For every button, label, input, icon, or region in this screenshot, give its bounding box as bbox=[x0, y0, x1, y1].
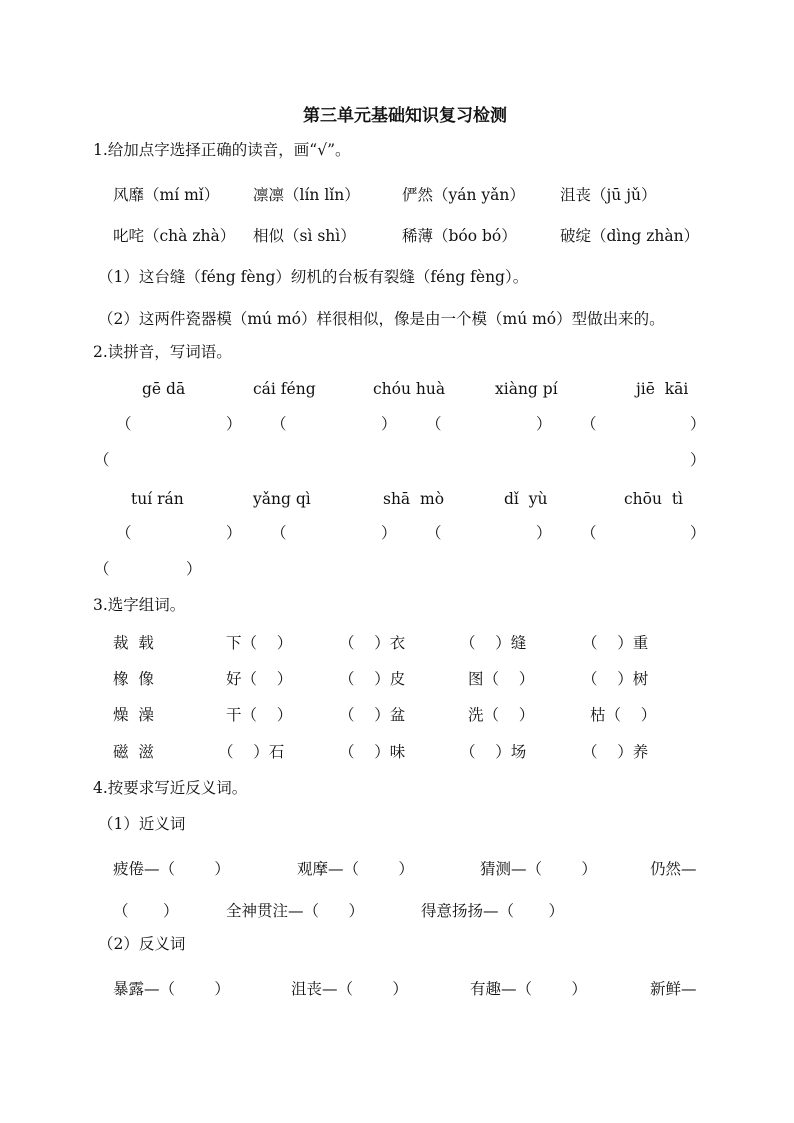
answer-close-paren: ） bbox=[690, 451, 706, 469]
answer-close-paren: ） bbox=[690, 415, 706, 433]
q1-item: 沮丧（jū jǔ） bbox=[560, 186, 657, 204]
word-blank: （ ）缝 bbox=[460, 634, 527, 652]
antonym-item: 暴露—（ ） bbox=[113, 980, 230, 998]
page-title: 第三单元基础知识复习检测 bbox=[303, 106, 507, 126]
word-blank: （ ）味 bbox=[339, 743, 406, 761]
pinyin-label: jiē kāi bbox=[636, 380, 689, 398]
q1-item: 稀薄（bóo bó） bbox=[402, 227, 517, 245]
answer-close-paren: ） bbox=[226, 415, 242, 433]
pinyin-label: yǎng qì bbox=[253, 490, 311, 508]
q1-item: 叱咤（chà zhà） bbox=[113, 227, 236, 245]
answer-open-paren: （ bbox=[271, 415, 287, 433]
word-blank: （ ）重 bbox=[582, 634, 649, 652]
q2-heading: 2.读拼音，写词语。 bbox=[93, 343, 232, 361]
q1-item: 破绽（dìng zhàn） bbox=[560, 227, 700, 245]
synonym-item: 疲倦—（ ） bbox=[113, 860, 230, 878]
answer-open-paren: （ bbox=[116, 524, 132, 542]
word-blank: 下（ ） bbox=[226, 634, 293, 652]
word-blank: （ ）树 bbox=[582, 670, 649, 688]
answer-close-paren: ） bbox=[536, 415, 552, 433]
answer-open-paren: （ bbox=[271, 524, 287, 542]
pinyin-label: chóu huà bbox=[373, 380, 446, 398]
q1-sentence-1: （1）这台缝（féng fèng）纫机的台板有裂缝（féng fèng）。 bbox=[98, 268, 529, 286]
q1-sentence-2: （2）这两件瓷器模（mú mó）样很相似，像是由一个模（mú mó）型做出来的。 bbox=[98, 310, 665, 328]
q1-heading: 1.给加点字选择正确的读音，画“√”。 bbox=[93, 141, 351, 159]
antonym-item: 沮丧—（ ） bbox=[291, 980, 408, 998]
word-blank: （ ）石 bbox=[218, 743, 285, 761]
answer-close-paren: ） bbox=[381, 415, 397, 433]
q4-antonym-subheading: （2）反义词 bbox=[98, 935, 186, 953]
synonym-item: 观摩—（ ） bbox=[297, 860, 414, 878]
word-blank: （ ）养 bbox=[582, 743, 649, 761]
answer-open-paren: （ bbox=[94, 451, 110, 469]
answer-close-paren: ） bbox=[381, 524, 397, 542]
synonym-item: 全神贯注—（ ） bbox=[226, 902, 365, 920]
answer-open-paren: （ bbox=[426, 524, 442, 542]
pinyin-label: xiàng pí bbox=[495, 380, 558, 398]
answer-close-paren: ） bbox=[226, 524, 242, 542]
word-blank: 枯（ ） bbox=[590, 706, 657, 724]
answer-open-paren: （ bbox=[426, 415, 442, 433]
q1-item: 凛凛（lín lǐn） bbox=[253, 186, 360, 204]
q1-item: 相似（sì shì） bbox=[253, 227, 356, 245]
answer-open-paren: （ bbox=[94, 560, 110, 578]
q1-item: 风靡（mí mǐ） bbox=[113, 186, 220, 204]
pinyin-label: gē dā bbox=[142, 380, 186, 398]
q1-item: 俨然（yán yǎn） bbox=[402, 186, 525, 204]
word-blank: （ ）皮 bbox=[339, 670, 406, 688]
word-blank: 干（ ） bbox=[226, 706, 293, 724]
synonym-item: 仍然— bbox=[650, 860, 697, 878]
char-pair: 燥 澡 bbox=[113, 706, 154, 724]
synonym-item: 得意扬扬—（ ） bbox=[421, 902, 564, 920]
pinyin-label: dǐ yù bbox=[504, 490, 548, 508]
q4-synonym-subheading: （1）近义词 bbox=[98, 815, 186, 833]
answer-close-paren: ） bbox=[690, 524, 706, 542]
antonym-item: 有趣—（ ） bbox=[470, 980, 587, 998]
pinyin-label: tuí rán bbox=[131, 490, 184, 508]
q3-heading: 3.选字组词。 bbox=[93, 596, 186, 614]
answer-close-paren: ） bbox=[536, 524, 552, 542]
pinyin-label: chōu tì bbox=[624, 490, 684, 508]
word-blank: 好（ ） bbox=[226, 670, 293, 688]
word-blank: （ ）场 bbox=[460, 743, 527, 761]
word-blank: 图（ ） bbox=[468, 670, 535, 688]
answer-open-paren: （ bbox=[581, 524, 597, 542]
word-blank: （ ）衣 bbox=[339, 634, 406, 652]
q4-heading: 4.按要求写近反义词。 bbox=[93, 779, 248, 797]
word-blank: （ ）盆 bbox=[339, 706, 406, 724]
answer-open-paren: （ bbox=[116, 415, 132, 433]
char-pair: 磁 滋 bbox=[113, 743, 154, 761]
word-blank: 洗（ ） bbox=[468, 706, 535, 724]
pinyin-label: shā mò bbox=[383, 490, 445, 508]
antonym-item: 新鲜— bbox=[650, 980, 697, 998]
answer-close-paren: ） bbox=[186, 560, 202, 578]
char-pair: 裁 载 bbox=[113, 634, 154, 652]
char-pair: 橡 像 bbox=[113, 670, 154, 688]
pinyin-label: cái féng bbox=[253, 380, 316, 398]
synonym-item: 猜测—（ ） bbox=[480, 860, 597, 878]
synonym-item: （ ） bbox=[113, 902, 179, 920]
answer-open-paren: （ bbox=[581, 415, 597, 433]
